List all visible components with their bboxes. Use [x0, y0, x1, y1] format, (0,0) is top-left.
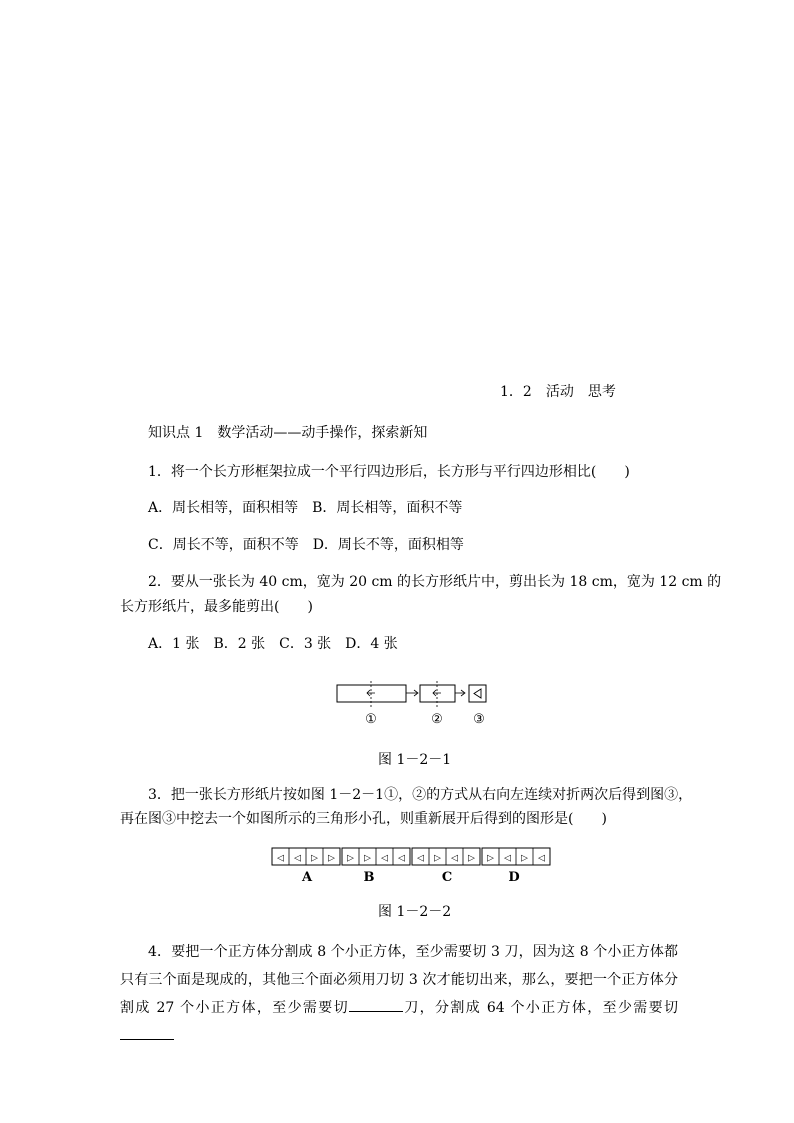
figure2-b-glyph-3: ◁ [381, 853, 388, 864]
question-2-options: A．1 张 B．2 张 C．3 张 D．4 张 [148, 636, 398, 652]
figure2-a-glyph-2: ◁ [294, 853, 301, 864]
question-2-stem-line1: 2．要从一张长为 40 cm，宽为 20 cm 的长方形纸片中，剪出长为 18 cm，宽为 12 cm 的 [148, 574, 722, 590]
figure1-strip-2 [420, 685, 455, 702]
figure2-c-glyph-4: ▷ [468, 853, 475, 864]
figure2-b-glyph-2: ▷ [364, 853, 371, 864]
answer-blank-1[interactable] [349, 997, 403, 1012]
figure2-option-b [342, 848, 410, 885]
figure2-label-a: A [301, 870, 313, 885]
figure2-d-glyph-2: ◁ [504, 853, 511, 864]
question-4-paragraph [120, 938, 678, 1050]
question-3-stem-line2: 再在图③中挖去一个如图所示的三角形小孔，则重新展开后得到的图形是( ) [120, 811, 607, 827]
question-3-stem-line1: 3．把一张长方形纸片按如图 1－2－1①，②的方式从右向左连续对折两次后得到图③， [148, 787, 693, 803]
figure2-a-glyph-3: ▷ [311, 853, 318, 864]
question-2-stem-line2: 长方形纸片，最多能剪出( ) [120, 599, 313, 615]
figure1-strip-1 [337, 685, 406, 702]
figure2-b-glyph-4: ◁ [398, 853, 405, 864]
figure-1-2-2-caption: 图 1－2－2 [378, 904, 452, 920]
knowledge-point-heading: 知识点 1 数学活动——动手操作，探索新知 [148, 425, 428, 441]
section-title: 1．2 活动 思考 [500, 384, 616, 400]
figure-1-2-1-caption: 图 1－2－1 [378, 752, 452, 768]
figure1-strip-3 [469, 685, 486, 702]
figure2-d-glyph-4: ◁ [538, 853, 545, 864]
figure2-d-glyph-3: ▷ [521, 853, 528, 864]
question-4-text-b: 刀，分割成 64 个小正方体，至少需要切 [402, 1000, 679, 1016]
figure2-a-glyph-1: ◁ [277, 853, 284, 864]
figure2-a-glyph-4: ▷ [328, 853, 335, 864]
figure2-c-glyph-3: ◁ [451, 853, 458, 864]
figure2-option-d [482, 848, 550, 885]
question-4-text-a: 4．要把一个正方体分割成 8 个小正方体，至少需要切 3 刀，因为这 8 个小正方体都只有三个面是现成的，其他三个面必须用刀切 3 次才能切出来，那么，要把一个正方体分割成 27 个小正方体，至少需要切 [120, 944, 678, 1016]
figure1-label-1: ① [365, 712, 377, 727]
figure1-label-3: ③ [473, 712, 485, 727]
figure2-label-b: B [363, 870, 375, 885]
figure2-label-d: D [508, 870, 520, 885]
figure2-b-glyph-1: ▷ [347, 853, 354, 864]
figure2-c-glyph-2: ▷ [434, 853, 441, 864]
answer-blank-2[interactable] [120, 1025, 174, 1040]
question-1-stem: 1．将一个长方形框架拉成一个平行四边形后，长方形与平行四边形相比( ) [148, 464, 630, 480]
figure-1-2-1 [330, 680, 500, 728]
figure2-label-c: C [441, 870, 453, 885]
question-1-options-ab: A．周长相等，面积相等 B．周长相等，面积不等 [148, 500, 463, 516]
figure2-c-glyph-1: ◁ [417, 853, 424, 864]
figure2-option-c [412, 848, 480, 885]
figure2-d-glyph-1: ▷ [487, 853, 494, 864]
figure-1-2-2 [270, 845, 552, 885]
question-1-options-cd: C．周长不等，面积不等 D．周长不等，面积相等 [148, 537, 464, 553]
figure2-option-a [272, 848, 340, 885]
figure1-label-2: ② [431, 712, 443, 727]
figure1-triangle-hole [474, 689, 481, 698]
